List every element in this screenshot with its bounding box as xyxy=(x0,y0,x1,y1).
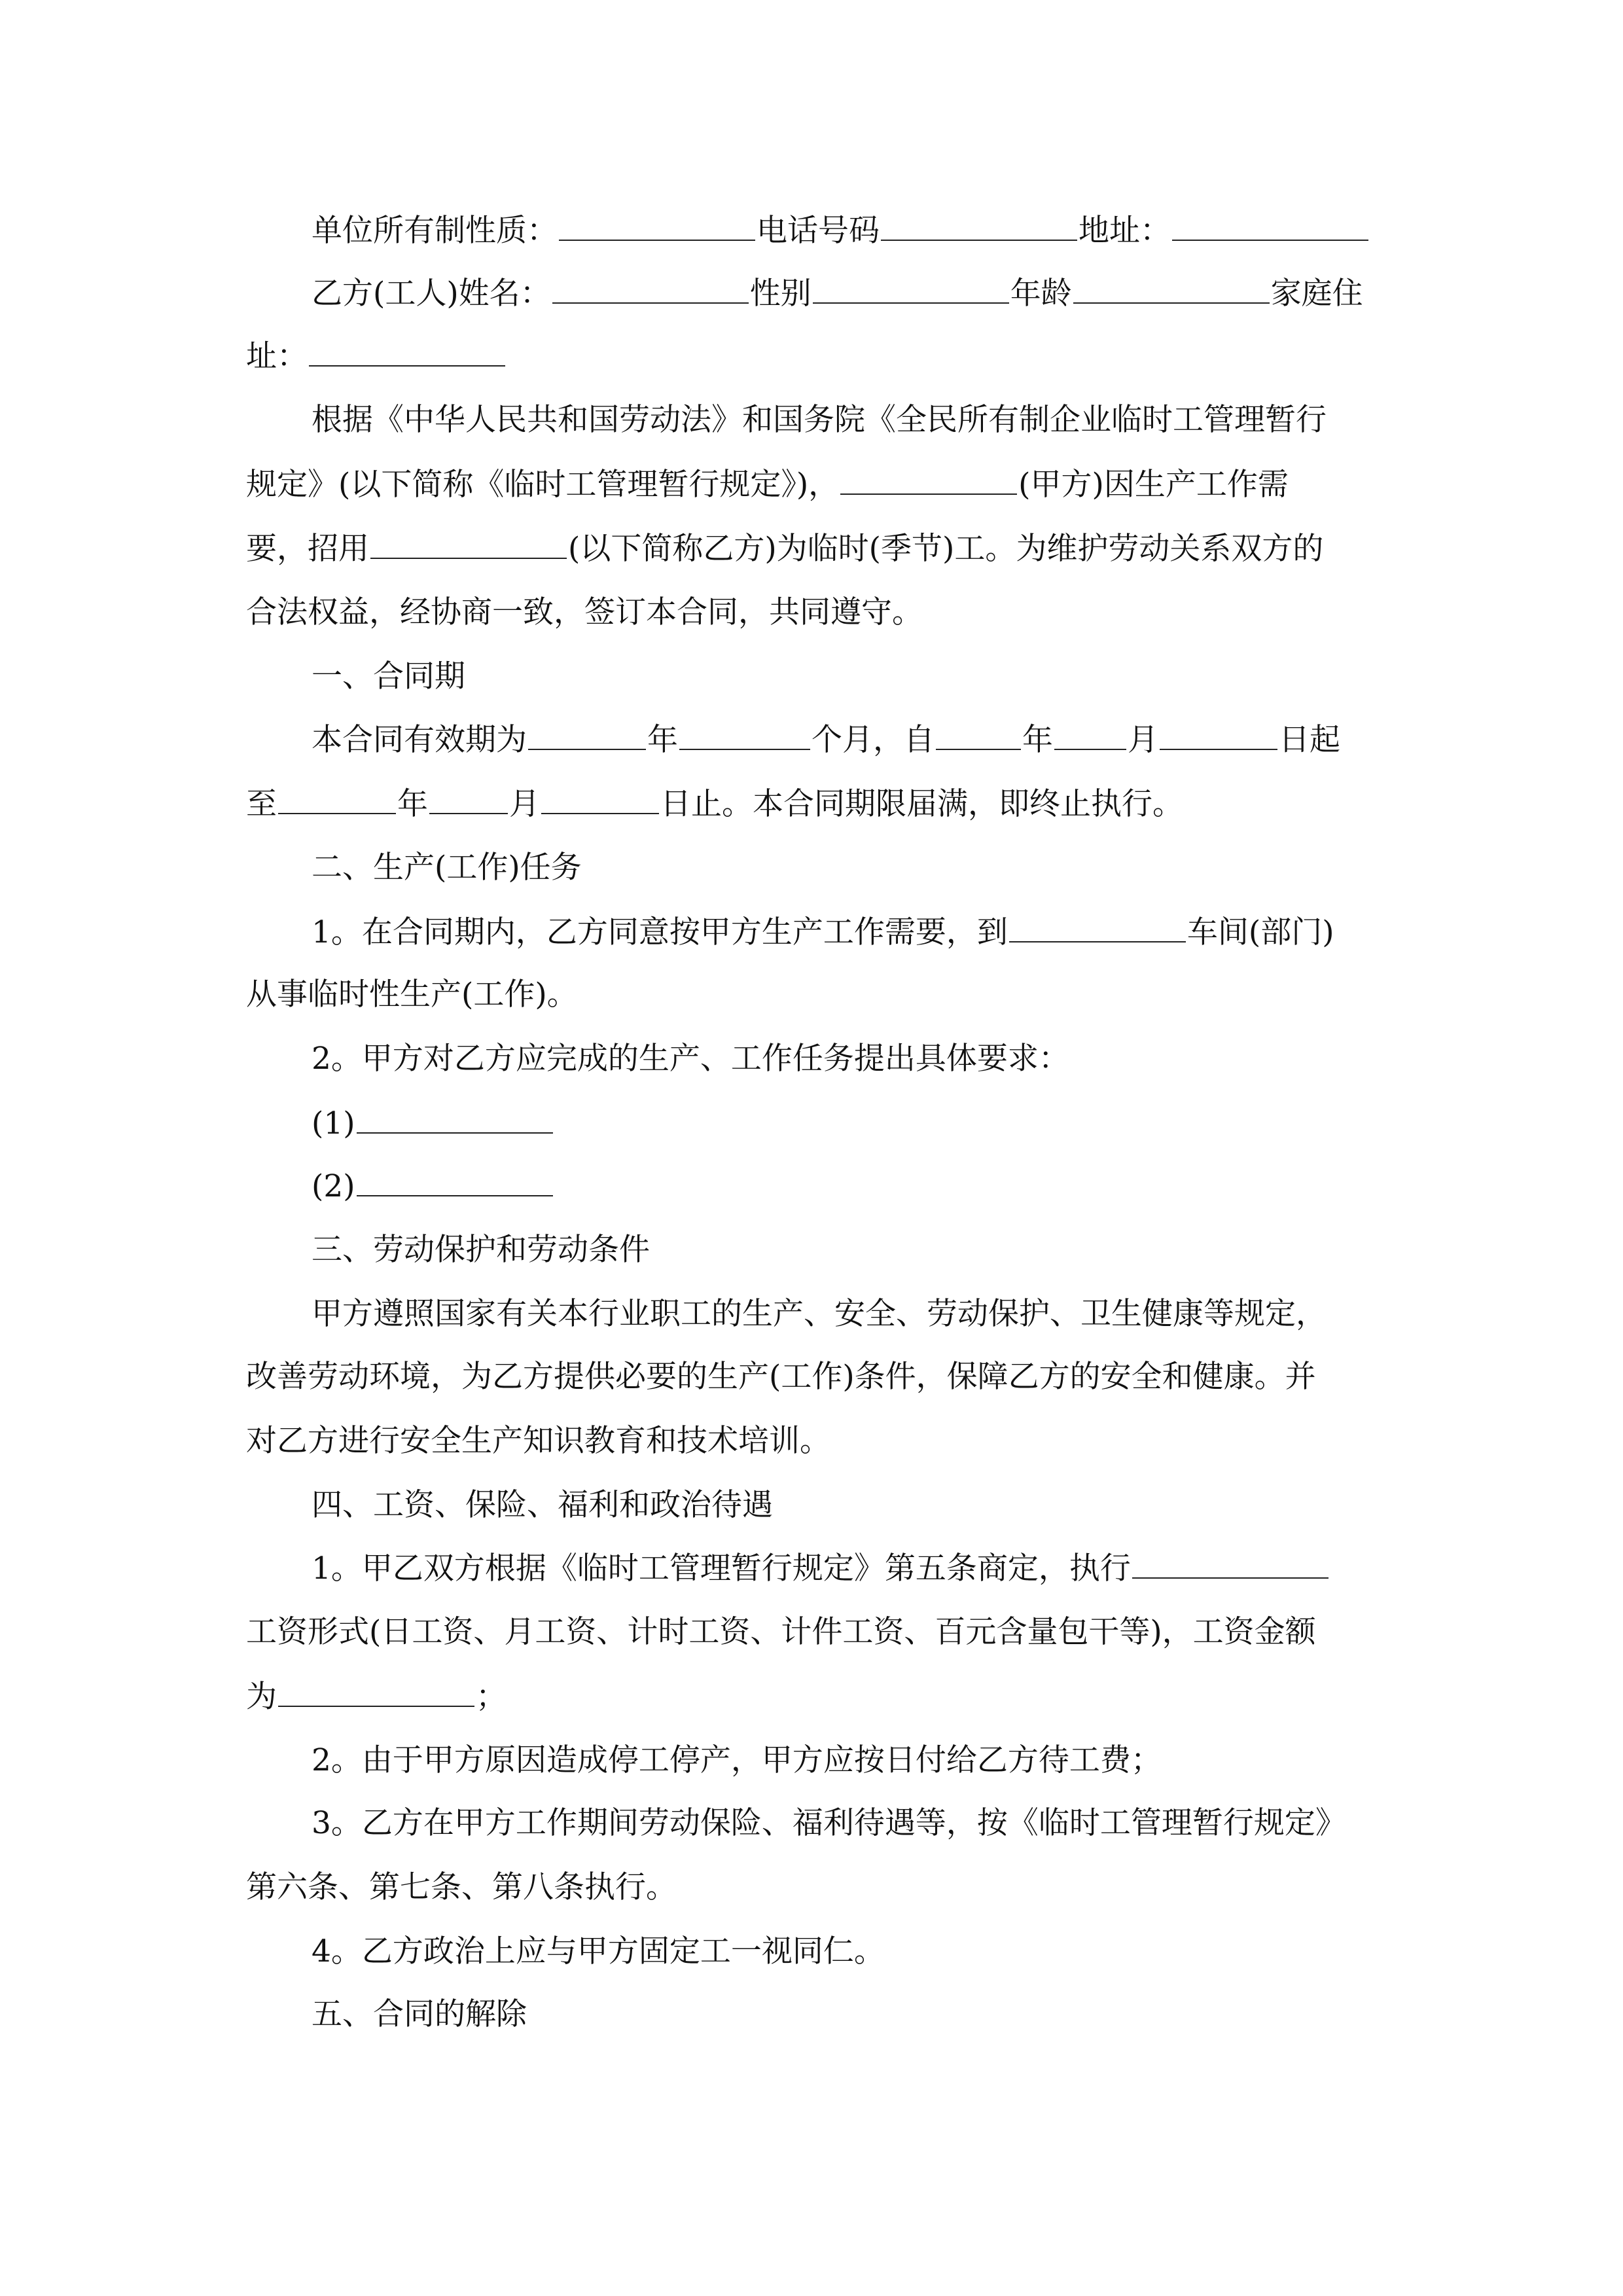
wage-text: 1。甲乙双方根据《临时工管理暂行规定》第五条商定，执行 xyxy=(312,1551,1131,1587)
term-text: 年 xyxy=(397,786,428,822)
term-months-blank[interactable] xyxy=(679,720,810,750)
preamble-text: 规定》(以下简称《临时工管理暂行规定》)， xyxy=(246,467,840,503)
protection-line-1: 甲方遵照国家有关本行业职工的生产、安全、劳动保护、卫生健康等规定， xyxy=(312,1296,1327,1332)
preamble-text: (甲方)因生产工作需 xyxy=(1018,467,1289,503)
wage-line-4: 2。由于甲方原因造成停工停产，甲方应按日付给乙方待工费； xyxy=(312,1742,1162,1778)
wage-text: 为 xyxy=(246,1679,277,1715)
worker-name-blank[interactable] xyxy=(552,274,749,304)
section-4-title: 四、工资、保险、福利和政治待遇 xyxy=(312,1487,773,1523)
age-blank[interactable] xyxy=(1073,274,1270,304)
workshop-blank[interactable] xyxy=(1009,912,1186,942)
start-year-blank[interactable] xyxy=(936,720,1021,750)
gender-blank[interactable] xyxy=(813,274,1009,304)
task-line-1 xyxy=(312,912,1398,952)
term-text: 日起 xyxy=(1279,722,1340,758)
ownership-label: 单位所有制性质： xyxy=(312,213,558,249)
home-address-label: 家庭住 xyxy=(1270,276,1363,312)
requirement-item-1 xyxy=(312,1103,1398,1143)
wage-line-1 xyxy=(312,1549,1398,1588)
wage-line-7: 4。乙方政治上应与甲方固定工一视同仁。 xyxy=(312,1933,885,1969)
end-month-blank[interactable] xyxy=(429,784,508,814)
address-label: 地址： xyxy=(1079,213,1171,249)
requirement-2-blank[interactable] xyxy=(357,1166,553,1196)
wage-amount-blank[interactable] xyxy=(278,1677,474,1707)
header-line-2 xyxy=(312,274,1398,313)
requirement-item-2 xyxy=(312,1166,1398,1206)
term-text: 年 xyxy=(1022,722,1053,758)
wage-form-blank[interactable] xyxy=(1132,1549,1329,1579)
section-3-title: 三、劳动保护和劳动条件 xyxy=(312,1232,650,1268)
end-year-blank[interactable] xyxy=(278,784,396,814)
task-line-3: 2。甲方对乙方应完成的生产、工作任务提出具体要求： xyxy=(312,1041,1069,1077)
term-text: 年 xyxy=(647,722,678,758)
protection-line-3: 对乙方进行安全生产知识教育和技术培训。 xyxy=(246,1423,830,1459)
requirement-1-blank[interactable] xyxy=(357,1103,553,1134)
gender-label: 性别 xyxy=(749,276,812,312)
preamble-text: 要，招用 xyxy=(246,531,369,567)
preamble-line-3 xyxy=(246,529,1398,568)
term-text: 日止。本合同期限届满，即终止执行。 xyxy=(660,786,1183,822)
phone-blank[interactable] xyxy=(881,211,1077,241)
term-text: 至 xyxy=(246,786,277,822)
ownership-blank[interactable] xyxy=(559,211,755,241)
term-text: 个月，自 xyxy=(812,722,935,758)
wage-line-3 xyxy=(246,1677,1398,1716)
contract-term-line-1 xyxy=(312,720,1398,759)
section-5-title: 五、合同的解除 xyxy=(312,1996,527,2032)
preamble-line-2 xyxy=(246,465,1398,504)
task-text: 车间(部门) xyxy=(1186,914,1334,950)
section-1-title: 一、合同期 xyxy=(312,658,465,694)
age-label: 年龄 xyxy=(1010,276,1072,312)
task-text: 1。在合同期内，乙方同意按甲方生产工作需要，到 xyxy=(312,914,1008,950)
worker-name-label: 乙方(工人)姓名： xyxy=(312,276,551,312)
home-address-label-cont: 址： xyxy=(246,338,308,374)
term-years-blank[interactable] xyxy=(528,720,646,750)
contract-term-line-2 xyxy=(246,784,1398,823)
start-month-blank[interactable] xyxy=(1054,720,1126,750)
party-b-blank[interactable] xyxy=(370,529,567,559)
preamble-line-1: 根据《中华人民共和国劳动法》和国务院《全民所有制企业临时工管理暂行 xyxy=(312,402,1327,438)
wage-line-5: 3。乙方在甲方工作期间劳动保险、福利待遇等，按《临时工管理暂行规定》 xyxy=(312,1805,1346,1841)
header-line-1 xyxy=(312,211,1398,250)
wage-line-2: 工资形式(日工资、月工资、计时工资、计件工资、百元含量包干等)，工资金额 xyxy=(246,1614,1316,1650)
end-day-blank[interactable] xyxy=(541,784,659,814)
phone-label: 电话号码 xyxy=(757,213,880,249)
header-line-3 xyxy=(246,336,1398,376)
section-2-title: 二、生产(工作)任务 xyxy=(312,850,582,886)
start-day-blank[interactable] xyxy=(1160,720,1277,750)
protection-line-2: 改善劳动环境，为乙方提供必要的生产(工作)条件，保障乙方的安全和健康。并 xyxy=(246,1359,1316,1395)
address-blank[interactable] xyxy=(1172,211,1368,241)
term-text: 月 xyxy=(509,786,540,822)
wage-line-6: 第六条、第七条、第八条执行。 xyxy=(246,1869,677,1905)
wage-text: ； xyxy=(476,1679,507,1715)
preamble-line-4: 合法权益，经协商一致，签订本合同，共同遵守。 xyxy=(246,594,923,630)
term-text: 本合同有效期为 xyxy=(312,722,527,758)
preamble-text: (以下简称乙方)为临时(季节)工。为维护劳动关系双方的 xyxy=(568,531,1324,567)
task-line-2: 从事临时性生产(工作)。 xyxy=(246,977,578,1013)
item-number: (2) xyxy=(312,1168,355,1204)
party-a-blank[interactable] xyxy=(840,465,1017,495)
item-number: (1) xyxy=(312,1105,355,1141)
home-address-blank[interactable] xyxy=(309,336,505,367)
term-text: 月 xyxy=(1128,722,1158,758)
